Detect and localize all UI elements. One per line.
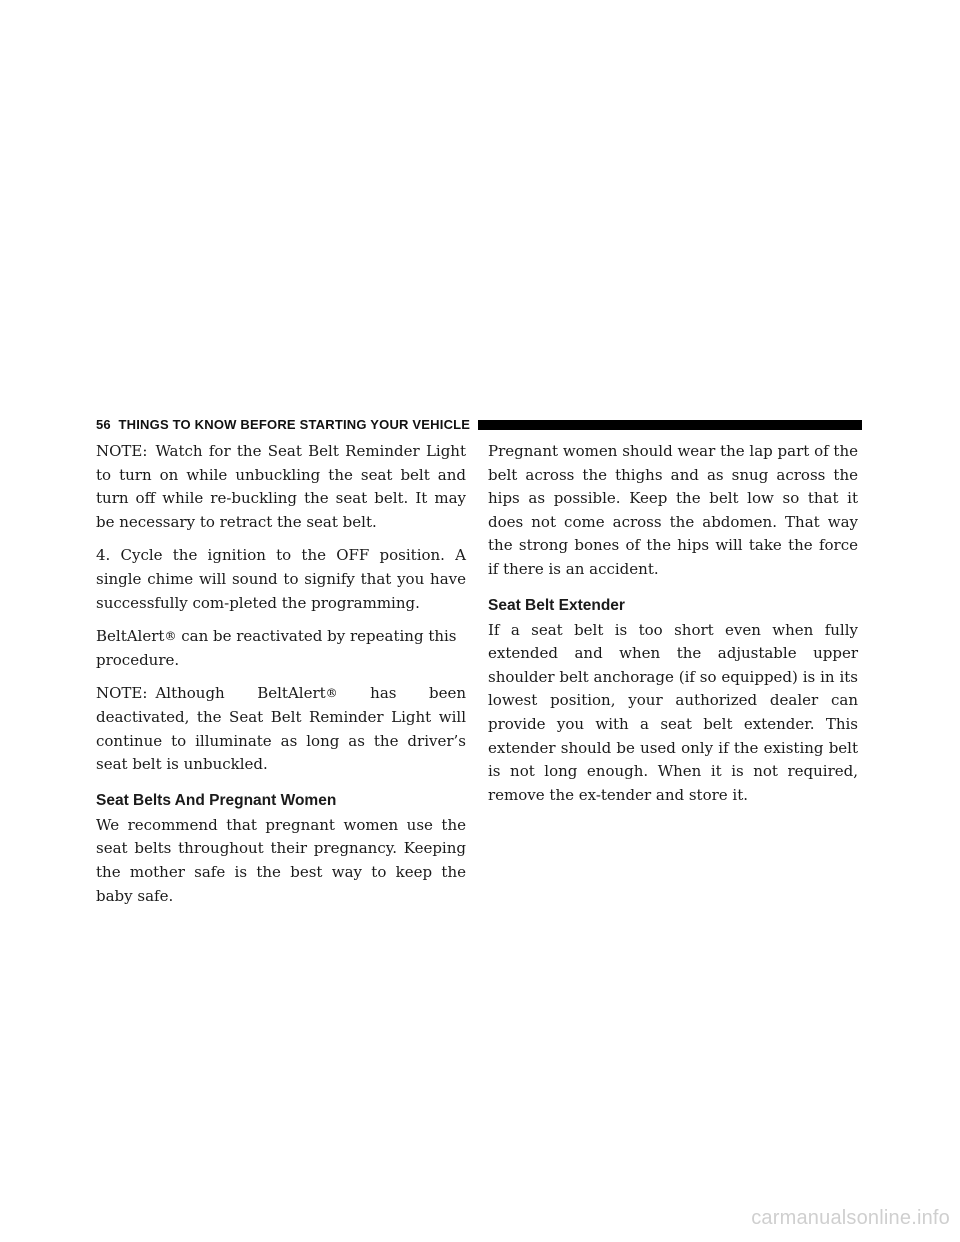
note-text-before: Although BeltAlert [155,684,326,703]
brand-name: BeltAlert [96,627,165,646]
header-rule [478,420,862,430]
note-text: Watch for the Seat Belt Reminder Light to turn on while unbuckling the seat belt and turn off while re-buckling the seat belt. It may be necessary to retract the seat belt. [96,442,466,531]
watermark: carmanualsonline.info [751,1207,950,1229]
pregnant-paragraph: We recommend that pregnant women use the seat belts throughout their pregnancy. Keeping the mother safe is the best way to keep the baby safe. [96,815,466,905]
note-text-after: has been deactivated, the Seat Belt Reminder Light will continue to illuminate as long as the driver’s seat belt is unbuckled. [96,684,466,774]
header-text [96,417,470,432]
reactivate-text: can be reactivated by repeating this procedure. [96,627,457,669]
pregnant-paragraph-2: Pregnant women should wear the lap part of the belt across the thighs and as snug across the hips as possible. Keep the belt low so that it does not come across the abdomen. That way the strong bones of the hips will take the force if there is an accident. [488,442,858,578]
note-paragraph-1 [96,440,466,534]
note-label: NOTE: [96,684,148,703]
step-4-paragraph: 4. Cycle the ignition to the OFF position. A single chime will sound to signify that you have successfully com-pleted the programming. [96,546,466,612]
right-column [488,440,858,817]
reactivate-paragraph [96,625,466,672]
registered-mark: ® [164,629,177,644]
note-paragraph-2 [96,682,466,776]
section-title: THINGS TO KNOW BEFORE STARTING YOUR VEHICLE [118,417,471,432]
note-label: NOTE: [96,442,148,460]
heading-seat-belt-extender: Seat Belt Extender [488,596,625,614]
heading-pregnant-women: Seat Belts And Pregnant Women [96,791,337,809]
page-number: 56 [96,417,111,432]
left-column [96,440,466,918]
registered-mark: ® [325,686,338,701]
page-header [96,416,862,433]
extender-paragraph: If a seat belt is too short even when fully extended and when the adjustable upper shoulder belt anchorage (if so equipped) is in its lowest position, your authorized dealer can provide you with a seat belt extender. This extender should be used only if the existing belt is not long enough. When it is not required, remove the ex-tender and store it. [488,620,858,804]
